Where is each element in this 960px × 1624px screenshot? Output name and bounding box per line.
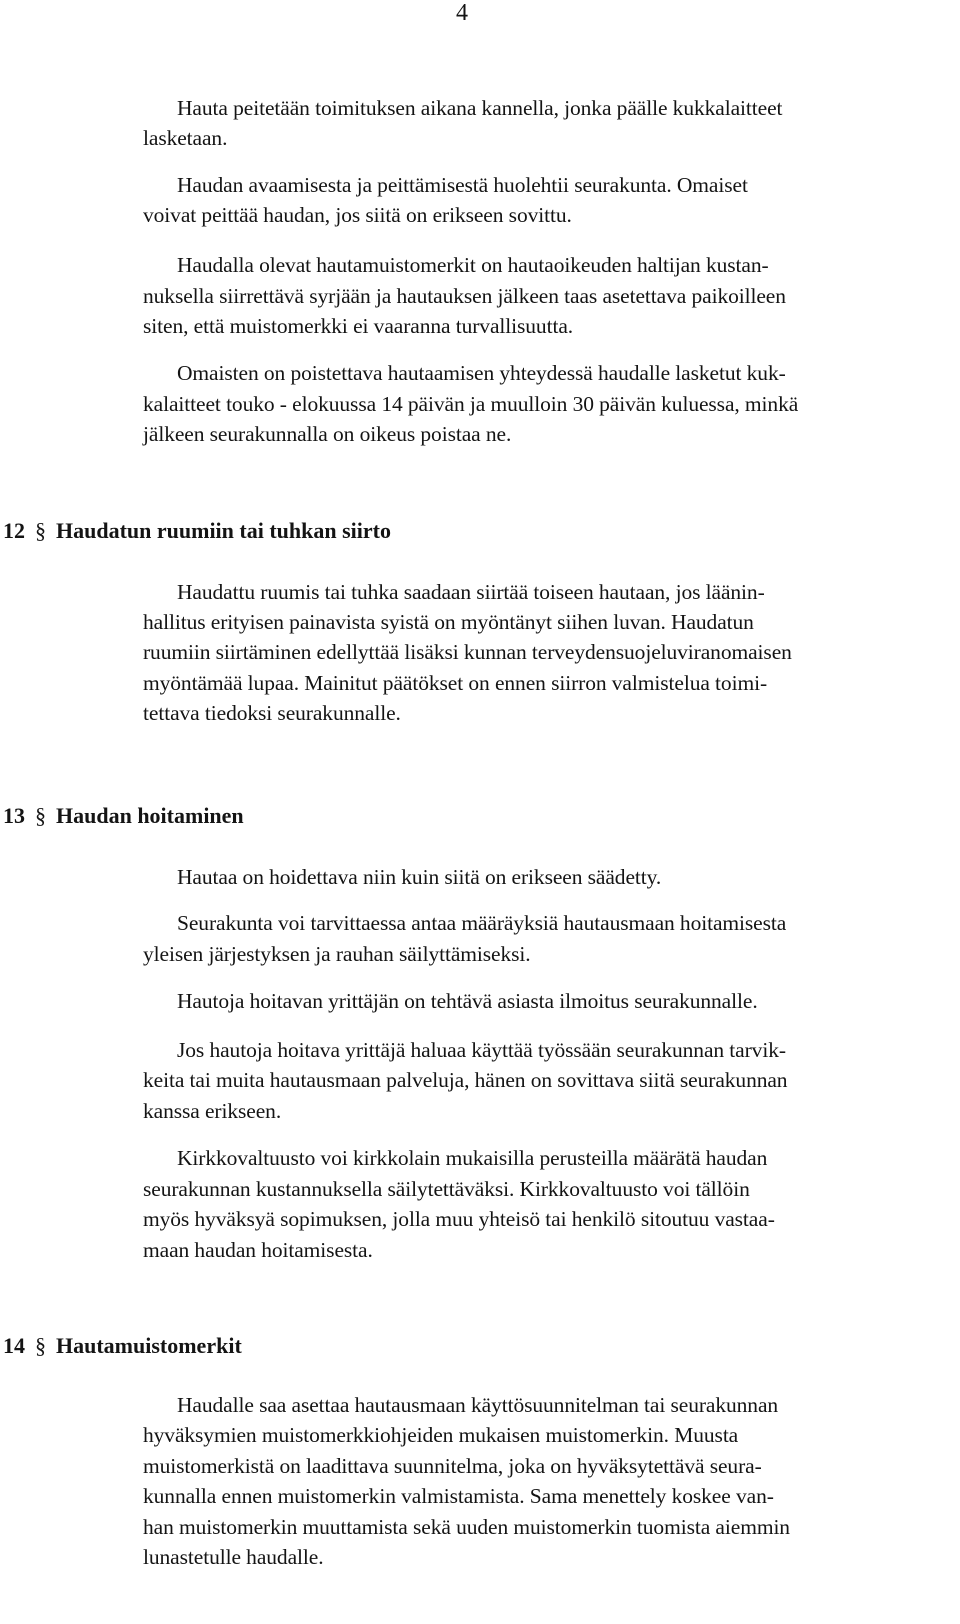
paragraph-line: Haudalle saa asettaa hautausmaan käyttösuunnitelman tai seurakunnan <box>177 1393 779 1417</box>
section-title: Hautamuistomerkit <box>56 1333 242 1358</box>
section-title: Haudan hoitaminen <box>56 803 244 828</box>
paragraph-line: Omaisten on poistettava hautaamisen yhteydessä haudalle lasketut kuk- <box>177 361 786 385</box>
paragraph-line: tettava tiedoksi seurakunnalle. <box>143 701 401 725</box>
paragraph-line: Kirkkovaltuusto voi kirkkolain mukaisilla perusteilla määrätä haudan <box>177 1146 768 1170</box>
paragraph-line: lunastetulle haudalle. <box>143 1545 324 1569</box>
page-number: 4 <box>456 0 468 26</box>
paragraph-line: nuksella siirrettävä syrjään ja hautauksen jälkeen taas asetettava paikoilleen <box>143 284 786 308</box>
section-title: Haudatun ruumiin tai tuhkan siirto <box>56 518 391 543</box>
paragraph-line: myöntämää lupaa. Mainitut päätökset on ennen siirron valmistelua toimi- <box>143 671 768 695</box>
section-number: 13 <box>3 803 25 828</box>
paragraph-line: muistomerkistä on laadittava suunnitelma, joka on hyväksytettävä seura- <box>143 1454 762 1478</box>
section-symbol: § <box>35 803 46 828</box>
paragraph-line: kalaitteet touko - elokuussa 14 päivän ja muulloin 30 päivän kuluessa, minkä <box>143 392 799 416</box>
paragraph-line: Haudan avaamisesta ja peittämisestä huolehtii seurakunta. Omaiset <box>177 173 748 197</box>
paragraph-line: keita tai muita hautausmaan palveluja, hänen on sovittava siitä seurakunnan <box>143 1068 788 1092</box>
section-number: 14 <box>3 1333 25 1358</box>
paragraph-line: hallitus erityisen painavista syistä on myöntänyt siihen luvan. Haudatun <box>143 610 754 634</box>
paragraph-line: seurakunnan kustannuksella säilytettäväksi. Kirkkovaltuusto voi tällöin <box>143 1177 750 1201</box>
paragraph-line: Hautaa on hoidettava niin kuin siitä on erikseen säädetty. <box>177 865 662 889</box>
paragraph-line: lasketaan. <box>143 126 228 150</box>
paragraph-line: han muistomerkin muuttamista sekä uuden muistomerkin tuomista aiemmin <box>143 1515 790 1539</box>
section-symbol: § <box>35 518 46 543</box>
paragraph-line: kunnalla ennen muistomerkin valmistamista. Sama menettely koskee van- <box>143 1484 774 1508</box>
paragraph-line: maan haudan hoitamisesta. <box>143 1238 373 1262</box>
paragraph-line: myös hyväksyä sopimuksen, jolla muu yhteisö tai henkilö sitoutuu vastaa- <box>143 1207 775 1231</box>
paragraph-line: Haudalla olevat hautamuistomerkit on hautaoikeuden haltijan kustan- <box>177 253 769 277</box>
paragraph-line: hyväksymien muistomerkkiohjeiden mukaisen muistomerkin. Muusta <box>143 1423 739 1447</box>
paragraph-line: Hautoja hoitavan yrittäjän on tehtävä asiasta ilmoitus seurakunnalle. <box>177 989 758 1013</box>
section-heading-14 <box>3 1331 242 1361</box>
section-number: 12 <box>3 518 25 543</box>
paragraph-line: yleisen järjestyksen ja rauhan säilyttämiseksi. <box>143 942 531 966</box>
section-heading-13 <box>3 801 244 831</box>
paragraph-line: Seurakunta voi tarvittaessa antaa määräyksiä hautausmaan hoitamisesta <box>177 911 787 935</box>
paragraph-line: ruumiin siirtäminen edellyttää lisäksi kunnan terveydensuojeluviranomaisen <box>143 640 792 664</box>
paragraph-line: Haudattu ruumis tai tuhka saadaan siirtää toiseen hautaan, jos läänin- <box>177 580 765 604</box>
paragraph-line: jälkeen seurakunnalla on oikeus poistaa ne. <box>143 422 512 446</box>
paragraph-line: voivat peittää haudan, jos siitä on erikseen sovittu. <box>143 203 572 227</box>
paragraph-line: kanssa erikseen. <box>143 1099 282 1123</box>
paragraph-line: Hauta peitetään toimituksen aikana kannella, jonka päälle kukkalaitteet <box>177 96 783 120</box>
section-symbol: § <box>35 1333 46 1358</box>
paragraph-line: siten, että muistomerkki ei vaaranna turvallisuutta. <box>143 314 574 338</box>
section-heading-12 <box>3 516 391 546</box>
paragraph-line: Jos hautoja hoitava yrittäjä haluaa käyttää työssään seurakunnan tarvik- <box>177 1038 786 1062</box>
